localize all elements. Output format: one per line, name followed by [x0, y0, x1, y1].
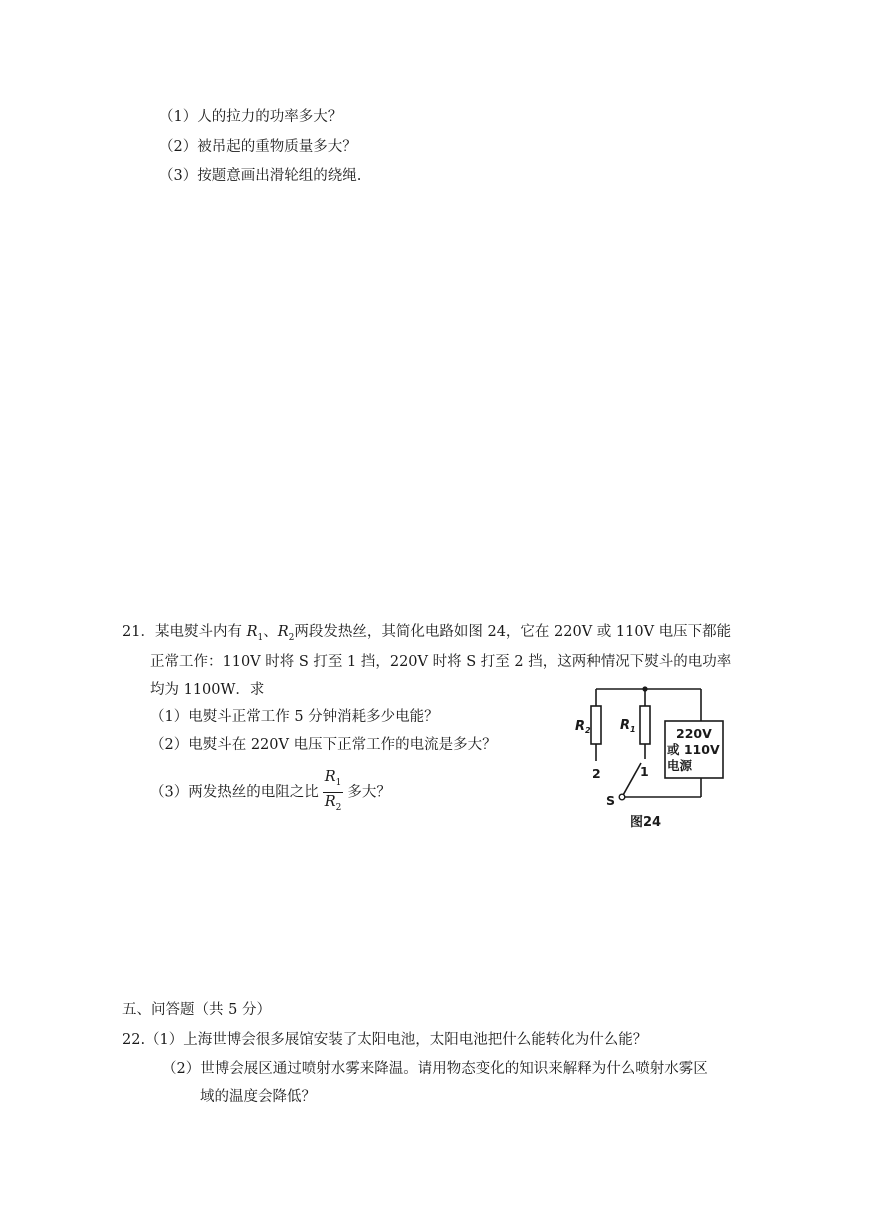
q20-sub3: （3）按题意画出滑轮组的绕绳. — [159, 168, 362, 184]
q21-sub3-suffix: 多大？ — [347, 784, 391, 801]
q21-r2-letter: R — [277, 624, 289, 640]
q21-sub3-prefix: （3）两发热丝的电阻之比 — [150, 784, 319, 801]
denominator-letter: R — [324, 793, 336, 810]
r1-label: $R_1$ — [620, 718, 636, 734]
q22-line1: 22.（1）上海世博会很多展馆安装了太阳电池，太阳电池把什么能转化为什么能？ — [122, 1032, 648, 1048]
q21-line2: 正常工作：110V 时将 S 打至 1 挡，220V 时将 S 打至 2 挡，这两种情况下熨斗的电功率 — [150, 654, 732, 670]
switch-label: S — [606, 793, 616, 808]
q21-sep: 、 — [263, 624, 278, 640]
switch-pivot — [619, 794, 625, 800]
junction-dot — [642, 686, 647, 691]
circuit-diagram-fig24 — [568, 683, 738, 833]
numerator-letter: R — [324, 769, 336, 785]
q21-sub1: （1）电熨斗正常工作 5 分钟消耗多少电能？ — [150, 709, 439, 725]
q21-r1-sub: 1 — [257, 632, 264, 643]
q22-line3: 域的温度会降低？ — [200, 1089, 316, 1105]
numerator-sub: 1 — [335, 777, 342, 788]
source-name-label: 电源 — [667, 758, 693, 773]
q21-sub3 — [150, 768, 391, 817]
fraction-numerator — [323, 768, 344, 793]
q21-r2-sub: 2 — [288, 632, 295, 643]
q21-r2 — [277, 624, 295, 643]
q21-line1-suffix: 两段发热丝，其简化电路如图 24，它在 220V 或 110V 电压下都能 — [294, 624, 732, 640]
q21-sub2: （2）电熨斗在 220V 电压下正常工作的电流是多大？ — [150, 737, 497, 753]
denominator-sub: 2 — [335, 802, 342, 813]
r2-label: $R_2$ — [575, 719, 591, 735]
position-2-label: 2 — [592, 766, 601, 781]
switch-lever — [622, 763, 641, 797]
q21-line1 — [122, 622, 731, 648]
q21-r1 — [246, 624, 264, 643]
figure-caption: 图24 — [630, 815, 662, 830]
q21-line3: 均为 1100W．求 — [150, 682, 265, 698]
q22-line2: （2）世博会展区通过喷射水雾来降温。请用物态变化的知识来解释为什么喷射水雾区 — [162, 1061, 708, 1077]
fraction-denominator — [323, 793, 344, 817]
resistance-ratio-fraction — [323, 768, 344, 817]
source-alt-voltage-label: 或 110V — [667, 742, 720, 757]
resistor-r2 — [591, 706, 601, 744]
position-1-label: 1 — [640, 764, 649, 779]
resistor-r1 — [640, 706, 650, 744]
source-voltage-label: 220V — [676, 726, 712, 741]
q20-sub1: （1）人的拉力的功率多大？ — [159, 109, 343, 125]
q21-r1-letter: R — [246, 624, 258, 640]
q20-sub2: （2）被吊起的重物质量多大？ — [159, 139, 357, 155]
section5-heading: 五、问答题（共 5 分） — [122, 1002, 271, 1018]
q21-line1-prefix: 21．某电熨斗内有 — [122, 624, 247, 640]
